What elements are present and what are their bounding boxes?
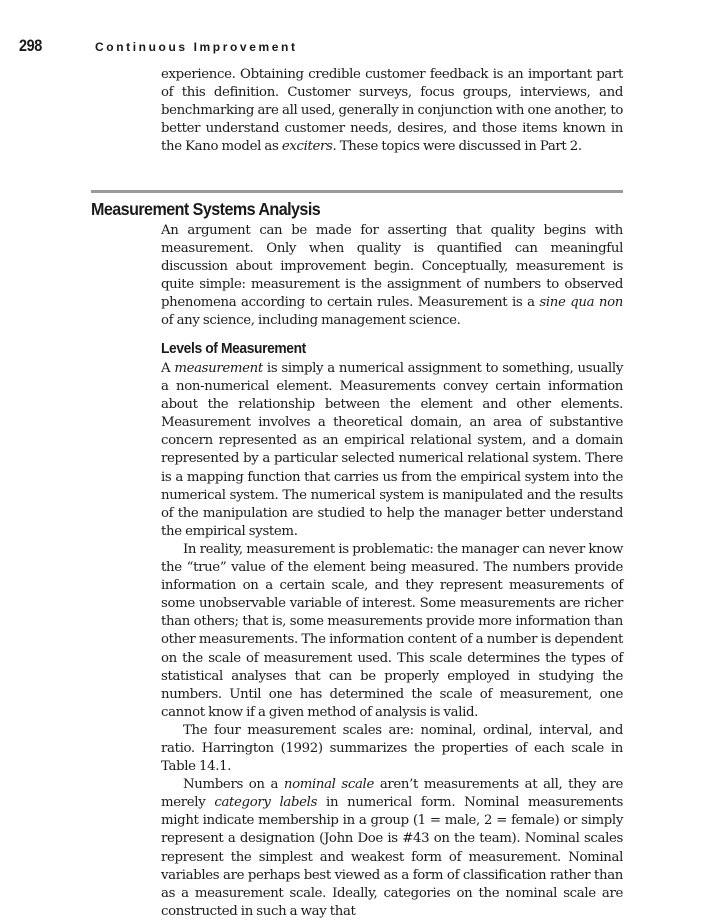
intro-text-b: . These topics were discussed in Part 2.: [332, 139, 582, 155]
p1-text-b: is simply a numerical assignment to something, usually a non-numerical element. Measurements convey certain information about the relationship between the element and other elements. Measurement involves a theoretical domain, an area of substantive concern represented as an empirical relational system, and a domain represented by a particular selected numerical relational system. There is a mapping function that carries us from the empirical system into the numerical system. The numerical system is manipulated and the results of the manipulation are studied to help the manager better understand the empirical system.: [161, 361, 623, 539]
subsection-heading: Levels of Measurement: [161, 340, 306, 357]
p4-text-b: aren’t measurements at all, they are merely: [161, 777, 623, 811]
subsection-paragraph-1: [161, 360, 623, 541]
section-divider: [91, 190, 623, 193]
section-paragraph: [161, 222, 623, 331]
intro-emphasis: exciters: [281, 139, 333, 155]
subsection-paragraph-2: In reality, measurement is problematic: the manager can never know the “true” value of the element being measured. The numbers provide information on a certain scale, and they represent measurements of some unobservable variable of interest. Some measurements are richer than others; that is, some measurements provide more information than other measurements. The information content of a number is dependent on the scale of measurement used. This scale determines the types of statistical analyses that can be properly employed in studying the numbers. Until one has determined the scale of measurement, one cannot know if a given method of analysis is valid.: [161, 541, 623, 720]
running-head: [19, 36, 298, 58]
p4-text-a: Numbers on a: [183, 777, 284, 793]
section-text-a: An argument can be made for asserting that quality begins with measurement. Only when quality is quantified can meaningful discussion about improvement begin. Conceptually, measurement is quite simple: measurement is the assignment of numbers to observed phenomena according to certain rules. Measurement is a: [161, 223, 623, 311]
p1-emphasis: measurement: [174, 361, 263, 376]
section-text-b: of any science, including management science.: [161, 313, 461, 329]
subsection-paragraph-4: [161, 776, 623, 921]
section-emphasis: sine qua non: [539, 295, 624, 311]
intro-paragraph: [161, 66, 623, 156]
page-number: 298: [19, 36, 42, 55]
subsection-paragraph-3: The four measurement scales are: nominal, ordinal, interval, and ratio. Harrington (1992) summarizes the properties of each scale in Table 14.1.: [161, 722, 623, 775]
p4-text-c: in numerical form. Nominal measurements might indicate membership in a group (1 = male, 2 = female) or simply represent a designation (John Doe is #43 on the team). Nominal scales represent the simplest and weakest form of measurement. Nominal variables are perhaps best viewed as a form of classification rather than as a measurement scale. Ideally, categories on the nominal scale are constructed in such a way that: [161, 795, 623, 919]
p4-emphasis-b: category labels: [214, 795, 318, 811]
p1-text-a: A: [161, 361, 175, 376]
intro-text-a: experience. Obtaining credible customer feedback is an important part of this definition. Customer surveys, focus groups, interviews, and benchmarking are all used, generally in conjunction with one another, to better understand customer needs, desires, and those items known in the Kano model as: [161, 67, 623, 155]
section-heading: Measurement Systems Analysis: [91, 199, 321, 219]
subsection-body: [161, 360, 623, 921]
p4-emphasis-a: nominal scale: [283, 777, 374, 793]
running-title: Continuous Improvement: [95, 40, 298, 54]
